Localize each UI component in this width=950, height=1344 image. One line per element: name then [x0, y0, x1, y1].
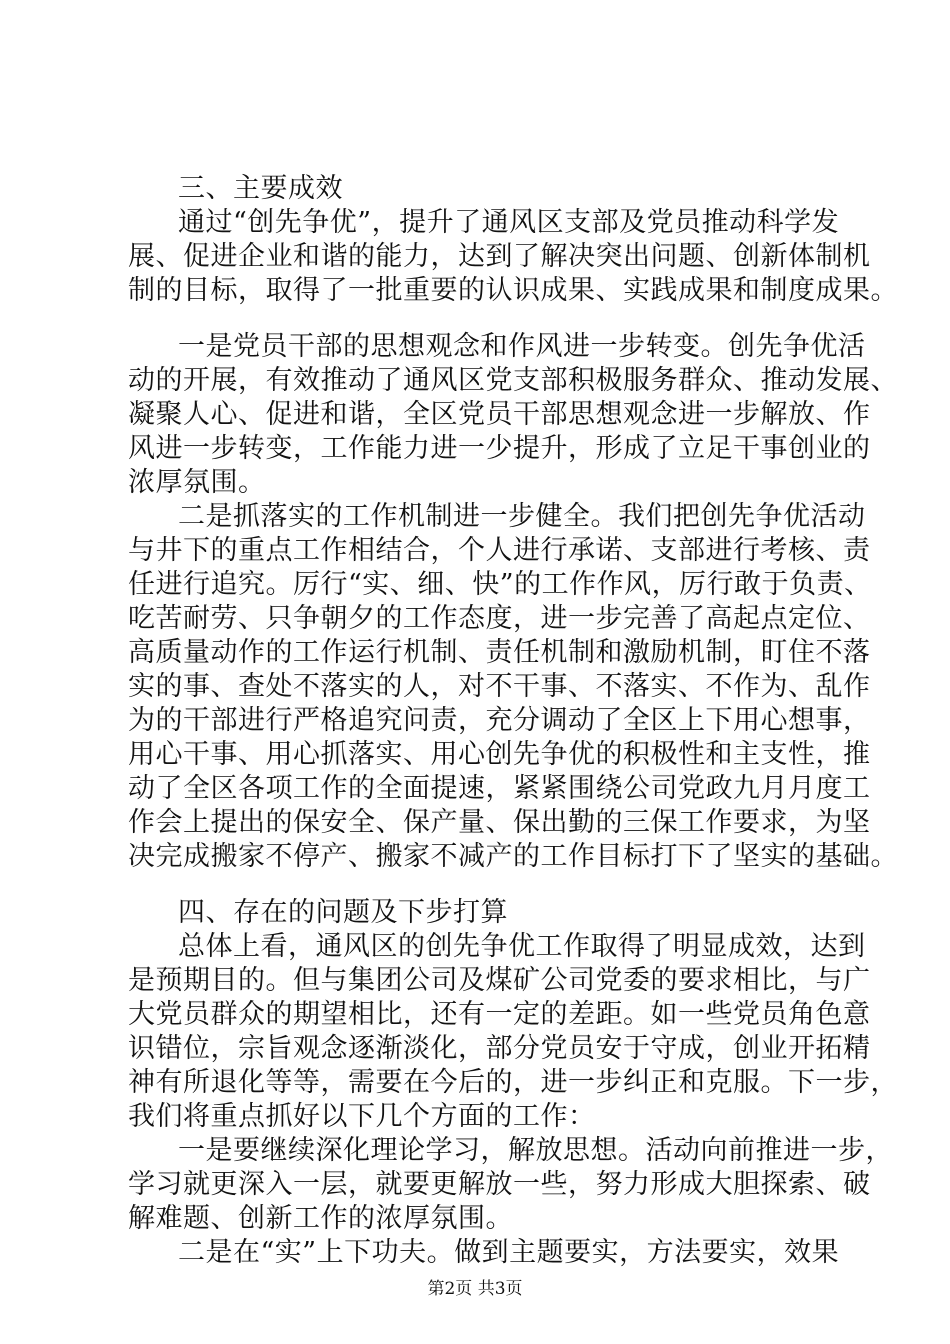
paragraph-line: 作会上提出的保安全、保产量、保出勤的三保工作要求，为坚: [128, 807, 871, 838]
paragraph-line: 是预期目的。但与集团公司及煤矿公司党委的要求相比，与广: [128, 965, 871, 996]
paragraph-line: 凝聚人心、促进和谐，全区党员干部思想观念进一步解放、作: [128, 399, 871, 430]
paragraph-line: 浓厚氛围。: [128, 467, 266, 498]
paragraph-line: 神有所退化等等，需要在今后的，进一步纠正和克服。下一步，: [128, 1067, 898, 1098]
paragraph-line: 大党员群众的期望相比，还有一定的差距。如一些党员角色意: [128, 999, 871, 1030]
paragraph-line: 一是要继续深化理论学习，解放思想。活动向前推进一步，: [178, 1135, 893, 1166]
paragraph-line: 解难题、创新工作的浓厚氛围。: [128, 1203, 513, 1234]
page-number: 第2页 共3页: [427, 1279, 523, 1299]
paragraph-line: 动的开展，有效推动了通风区党支部积极服务群众、推动发展、: [128, 365, 898, 396]
paragraph-line: 决完成搬家不停产、搬家不减产的工作目标打下了坚实的基础。: [128, 841, 898, 872]
paragraph-line: 高质量动作的工作运行机制、责任机制和激励机制，盯住不落: [128, 637, 871, 668]
paragraph-line: 为的干部进行严格追究问责，充分调动了全区上下用心想事，: [128, 705, 871, 736]
paragraph-line: 用心干事、用心抓落实、用心创先争优的积极性和主支性，推: [128, 739, 871, 770]
paragraph-line: 吃苦耐劳、只争朝夕的工作态度，进一步完善了高起点定位、: [128, 603, 871, 634]
paragraph-line: 动了全区各项工作的全面提速，紧紧围绕公司党政九月月度工: [128, 773, 871, 804]
paragraph-line: 二是抓落实的工作机制进一步健全。我们把创先争优活动: [178, 501, 866, 532]
paragraph-line: 二是在“实”上下功夫。做到主题要实，方法要实，效果: [178, 1237, 840, 1268]
section-heading: 四、存在的问题及下步打算: [178, 897, 508, 928]
paragraph-line: 一是党员干部的思想观念和作风进一步转变。创先争优活: [178, 331, 866, 362]
paragraph-line: 与井下的重点工作相结合，个人进行承诺、支部进行考核、责: [128, 535, 871, 566]
paragraph-line: 风进一步转变，工作能力进一少提升，形成了立足干事创业的: [128, 433, 871, 464]
paragraph-line: 制的目标，取得了一批重要的认识成果、实践成果和制度成果。: [128, 275, 898, 306]
paragraph-line: 我们将重点抓好以下几个方面的工作：: [128, 1101, 596, 1132]
paragraph-line: 学习就更深入一层，就要更解放一些，努力形成大胆探索、破: [128, 1169, 871, 1200]
paragraph-line: 通过“创先争优”，提升了通风区支部及党员推动科学发: [178, 207, 840, 238]
paragraph-line: 实的事、查处不落实的人，对不干事、不落实、不作为、乱作: [128, 671, 871, 702]
paragraph-line: 展、促进企业和谐的能力，达到了解决突出问题、创新体制机: [128, 241, 871, 272]
paragraph-line: 识错位，宗旨观念逐渐淡化，部分党员安于守成，创业开拓精: [128, 1033, 871, 1064]
section-heading: 三、主要成效: [178, 173, 343, 204]
paragraph-line: 总体上看，通风区的创先争优工作取得了明显成效，达到: [178, 931, 866, 962]
paragraph-line: 任进行追究。厉行“实、细、快”的工作作风，厉行敢于负责、: [128, 569, 872, 600]
